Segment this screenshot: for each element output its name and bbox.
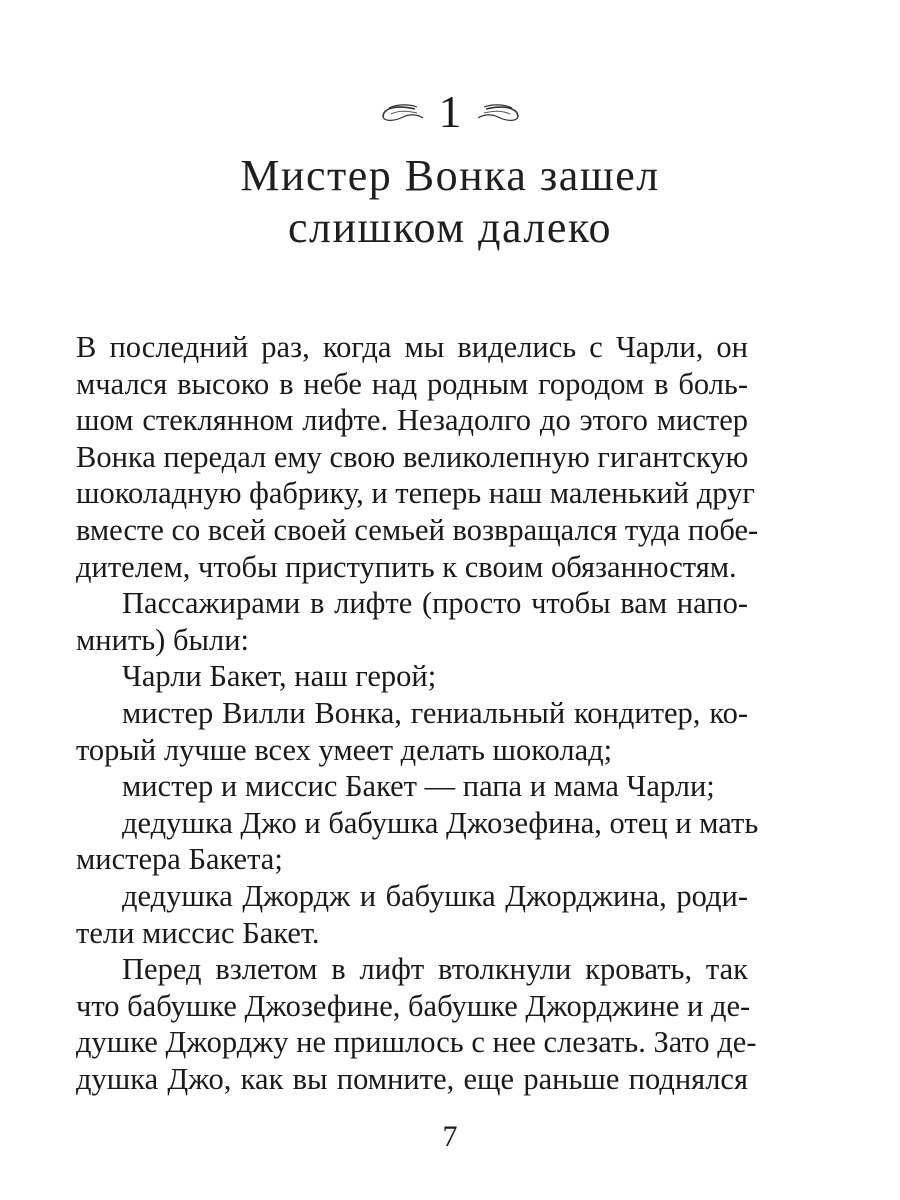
text-line: душке Джорджу не пришлось с нее слезать. Зато де- bbox=[76, 1025, 757, 1060]
list-item-line: торый лучше всех умеет делать шоколад; bbox=[76, 732, 613, 767]
chapter-heading bbox=[0, 82, 900, 254]
chapter-title-line: Мистер Вонка зашел bbox=[240, 151, 660, 200]
text-line: Пассажирами в лифте (просто чтобы вам напо- bbox=[122, 586, 748, 621]
list-item-line: мистер Вилли Вонка, гениальный кондитер, ко- bbox=[122, 695, 748, 730]
swirl-ornament-left-icon bbox=[377, 97, 427, 127]
chapter-title bbox=[0, 150, 900, 254]
page-number: 7 bbox=[442, 1120, 458, 1153]
chapter-number-row bbox=[0, 82, 900, 142]
swirl-ornament-right-icon bbox=[474, 97, 524, 127]
text-line: мнить) были: bbox=[76, 622, 249, 657]
text-line: мчался высоко в небе над родным городом в боль- bbox=[76, 366, 748, 401]
list-item-line: дедушка Джо и бабушка Джозефина, отец и мать bbox=[122, 805, 759, 840]
text-line: Перед взлетом в лифт втолкнули кровать, так bbox=[122, 952, 748, 987]
list-item-line: дедушка Джордж и бабушка Джорджина, роди- bbox=[122, 878, 748, 913]
list-item-line: тели миссис Бакет. bbox=[76, 915, 320, 950]
text-line: шоколадную фабрику, и теперь наш маленький друг bbox=[76, 476, 755, 511]
chapter-title-line: слишком далеко bbox=[288, 203, 612, 252]
list-item-line: мистера Бакета; bbox=[76, 842, 283, 877]
text-line: В последний раз, когда мы виделись с Чарли, он bbox=[76, 330, 748, 364]
text-line: Вонка передал ему свою великолепную гигантскую bbox=[76, 439, 749, 474]
text-line: душка Джо, как вы помните, еще раньше поднялся bbox=[76, 1061, 748, 1096]
text-line: что бабушке Джозефине, бабушке Джорджине и де- bbox=[76, 988, 751, 1023]
list-item-line: мистер и миссис Бакет — папа и мама Чарли; bbox=[122, 769, 715, 804]
list-item-line: Чарли Бакет, наш герой; bbox=[122, 659, 437, 694]
text-line: шом стеклянном лифте. Незадолго до этого мистер bbox=[76, 403, 748, 438]
body-text bbox=[76, 329, 759, 1097]
chapter-number: 1 bbox=[438, 86, 462, 137]
text-line: дителем, чтобы приступить к своим обязанностям. bbox=[76, 549, 737, 584]
text-line: вместе со всей своей семьей возвращался туда побе- bbox=[76, 512, 759, 547]
